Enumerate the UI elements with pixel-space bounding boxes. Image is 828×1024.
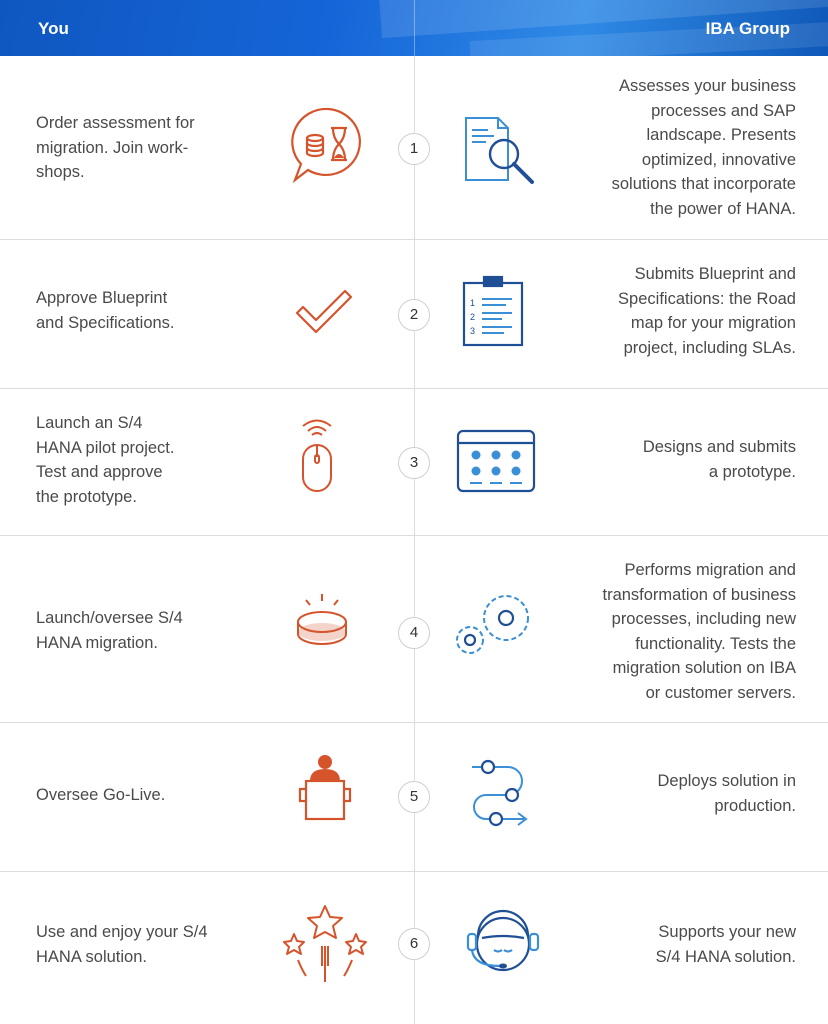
iba-column-header: IBA Group (705, 19, 790, 38)
step-row-6 (0, 872, 828, 1022)
iba-step-text: Designs and submits a prototype. (642, 438, 796, 481)
checkmark-icon (294, 289, 354, 335)
stars-celebration-icon (280, 904, 370, 986)
document-magnifier-icon (464, 116, 544, 192)
support-headset-icon (464, 906, 542, 984)
svg-text:2: 2 (470, 312, 476, 322)
svg-text:3: 3 (470, 326, 476, 336)
you-step-text: Launch an S/4 HANA pilot project. Test and approve the prototype. (36, 414, 175, 506)
step-number-badge: 6 (398, 928, 430, 960)
iba-step-text: Deploys solution in production. (657, 772, 796, 815)
person-laptop-icon (296, 753, 354, 823)
step-row-5 (0, 723, 828, 872)
step-row-2 (0, 240, 828, 389)
iba-step-text: Performs migration and transformation of business processes, including new functionality. Tests the migration solution on IBA or customer servers. (602, 561, 796, 702)
you-step-text: Oversee Go-Live. (36, 786, 166, 804)
you-step-text: Approve Blueprint and Specifications. (36, 289, 175, 332)
step-row-3 (0, 389, 828, 536)
step-number-badge: 5 (398, 781, 430, 813)
step-number-badge: 2 (398, 299, 430, 331)
table-header (0, 0, 828, 56)
iba-step-text: Supports your new S/4 HANA solution. (655, 923, 796, 966)
svg-text:1: 1 (470, 298, 476, 308)
you-step-text: Order assessment for migration. Join work- shops. (36, 114, 195, 181)
clipboard-list-icon (462, 275, 524, 347)
you-column-header: You (38, 19, 69, 38)
calendar-grid-icon (456, 429, 536, 493)
launch-button-icon (292, 592, 352, 652)
iba-step-text: Submits Blueprint and Specifications: the Road map for your migration project, including SLAs. (618, 265, 796, 357)
step-number-badge: 4 (398, 617, 430, 649)
iba-step-text: Assesses your business processes and SAP landscape. Presents optimized, innovative solutions that incorporate the power of HANA. (611, 77, 796, 218)
you-step-text: Use and enjoy your S/4 HANA solution. (36, 923, 208, 966)
step-number-badge: 1 (398, 133, 430, 165)
step-row-4 (0, 536, 828, 723)
coins-hourglass-chat-icon (288, 104, 368, 184)
process-flow-icon (468, 759, 532, 825)
step-number-badge: 3 (398, 447, 430, 479)
step-row-1 (0, 56, 828, 240)
wireless-mouse-icon (300, 421, 334, 493)
you-step-text: Launch/oversee S/4 HANA migration. (36, 609, 183, 652)
gears-icon (454, 590, 536, 658)
